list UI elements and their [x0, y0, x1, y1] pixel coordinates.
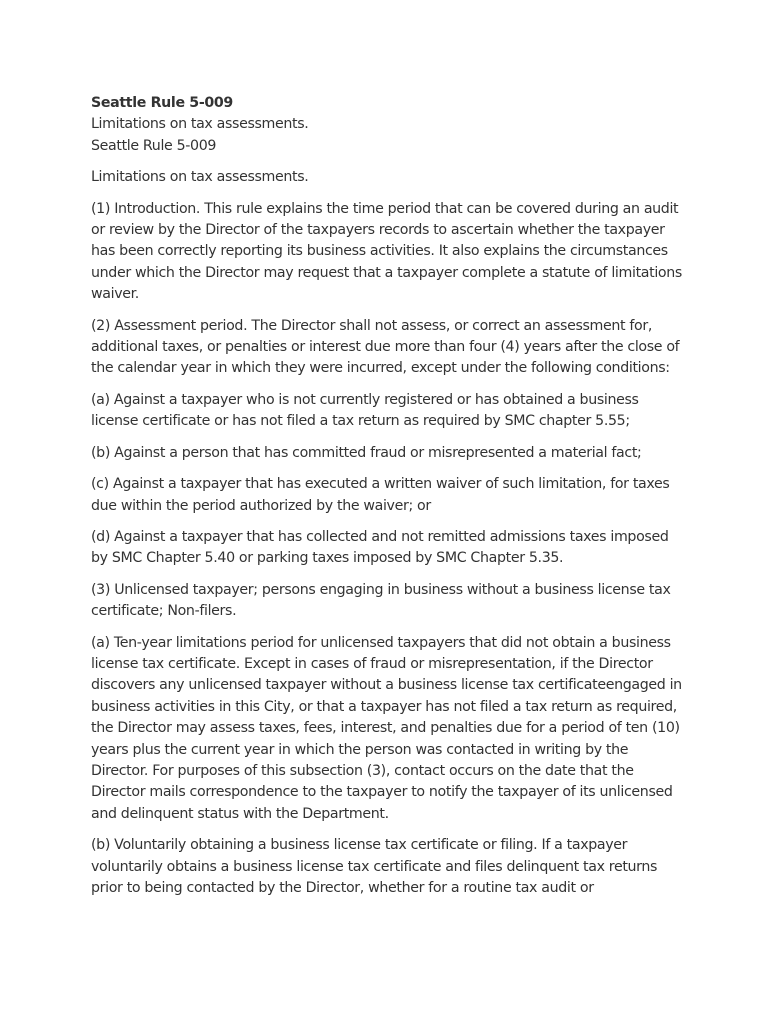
rule-heading: Limitations on tax assessments. — [91, 169, 309, 186]
paragraph-condition-d: (d) Against a taxpayer that has collected and not remitted admissions taxes imposed by SMC Chapter 5.40 or parking taxes imposed by SMC Chapter 5.35. — [91, 528, 669, 567]
paragraph-condition-b: (b) Against a person that has committed fraud or misrepresented a material fact; — [91, 444, 642, 461]
paragraph-assessment-period: (2) Assessment period. The Director shall not assess, or correct an assessment for, additional taxes, or penalties or interest due more than four (4) years after the close of the calendar year in which they were incurred, except under the following conditions: — [91, 317, 680, 377]
spacer — [91, 157, 687, 167]
paragraph-ten-year-period: (a) Ten-year limitations period for unlicensed taxpayers that did not obtain a business license tax certificate. Except in cases of fraud or misrepresentation, if the Director discovers any unlicensed taxpayer without a business license tax certificateengaged in business activities in this City, or that a taxpayer has not filed a tax return as required, the Director may assess taxes, fees, interest, and penalties due for a period of ten (10) years plus the current year in which the person was contacted in writing by the Director. For purposes of this subsection (3), contact occurs on the date that the Director mails correspondence to the taxpayer to notify the taxpayer of its unlicensed and delinquent status with the Department. — [91, 634, 682, 822]
document-page — [91, 93, 687, 909]
document-subtitle: Limitations on tax assessments. — [91, 116, 309, 133]
rule-number: Seattle Rule 5-009 — [91, 137, 217, 154]
document-title: Seattle Rule 5-009 — [91, 95, 233, 111]
paragraph-voluntary-filing: (b) Voluntarily obtaining a business license tax certificate or filing. If a taxpayer voluntarily obtains a business license tax certificate and files delinquent tax returns prior to being contacted by the Director, whether for a routine tax audit or — [91, 837, 658, 896]
paragraph-condition-c: (c) Against a taxpayer that has executed a written waiver of such limitation, for taxes due within the period authorized by the waiver; or — [91, 476, 670, 514]
paragraph-condition-a: (a) Against a taxpayer who is not currently registered or has obtained a business license certificate or has not filed a tax return as required by SMC chapter 5.55; — [91, 391, 639, 430]
paragraph-introduction: (1) Introduction. This rule explains the time period that can be covered during an audit or review by the Director of the taxpayers records to ascertain whether the taxpayer has been correctly reporting its business activities. It also explains the circumstances under which the Director may request that a taxpayer complete a statute of limitations waiver. — [91, 200, 682, 303]
paragraph-unlicensed-taxpayer: (3) Unlicensed taxpayer; persons engaging in business without a business license tax certificate; Non-filers. — [91, 581, 671, 620]
